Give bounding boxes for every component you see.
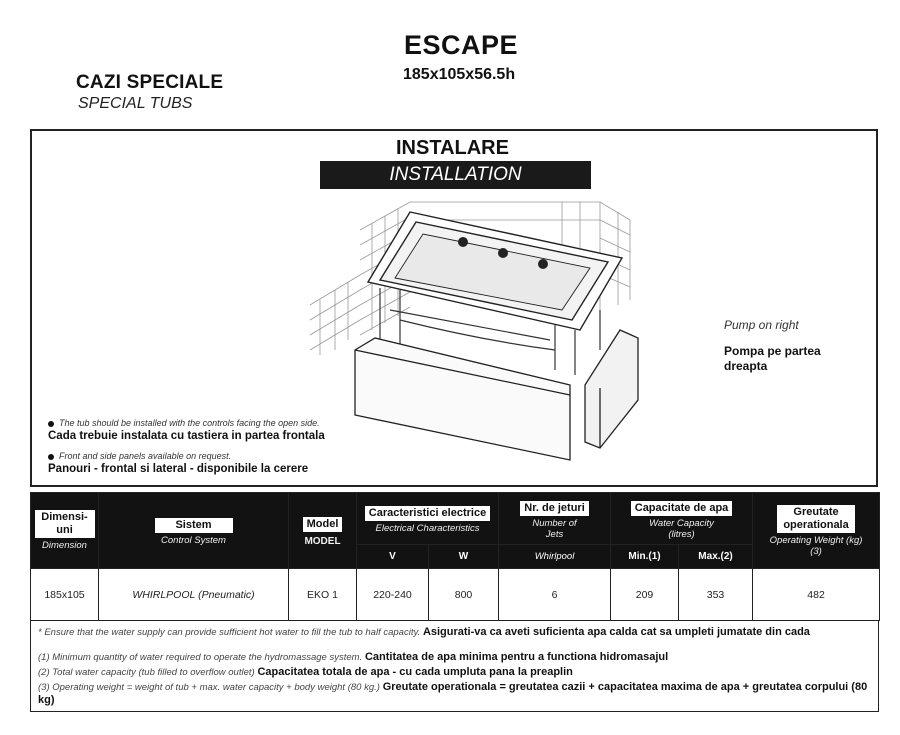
header-voltage: V bbox=[357, 545, 429, 569]
header-capacity-en: Water Capacity (litres) bbox=[649, 517, 714, 540]
header-jets-sub: Whirlpool bbox=[499, 545, 611, 569]
note-controls-ro: Cada trebuie instalata cu tastiera in partea frontala bbox=[48, 430, 325, 442]
model-name: ESCAPE bbox=[404, 30, 519, 60]
side-panel bbox=[585, 330, 638, 448]
header-system bbox=[99, 493, 289, 569]
header-watts: W bbox=[429, 545, 499, 569]
header-dimension-ro: Dimensi-uni bbox=[35, 510, 95, 538]
header-dimension bbox=[31, 493, 99, 569]
cell-model: EKO 1 bbox=[289, 569, 357, 621]
header-electrical-en: Electrical Characteristics bbox=[375, 523, 480, 534]
jet-icon bbox=[458, 237, 468, 247]
header-capacity-min: Min.(1) bbox=[611, 545, 679, 569]
footnote-hot-water bbox=[38, 626, 868, 639]
cell-dimension: 185x105 bbox=[31, 569, 99, 621]
note-controls-en bbox=[48, 418, 320, 428]
footnote-hot-water-ro: Asigurati-va ca aveti suficienta apa calda cat sa umpleti jumatate din cada bbox=[422, 626, 810, 638]
installation-title: INSTALARE bbox=[396, 137, 509, 159]
header-weight-ro: Greutate operationala bbox=[777, 505, 855, 533]
bullet-icon bbox=[48, 454, 54, 460]
header-jets-ro: Nr. de jeturi bbox=[520, 501, 589, 516]
header-jets bbox=[499, 493, 611, 545]
category-subtitle: SPECIAL TUBS bbox=[78, 95, 193, 112]
cell-jets: 6 bbox=[499, 569, 611, 621]
cell-capacity-max: 353 bbox=[679, 569, 753, 621]
header-dimension-en: Dimension bbox=[42, 540, 87, 551]
tub-installation-drawing bbox=[300, 190, 660, 470]
note-panels-en-text: Front and side panels available on request. bbox=[59, 451, 232, 461]
header-weight-en: Operating Weight (kg) (3) bbox=[769, 534, 863, 557]
note-controls-en-text: The tub should be installed with the controls facing the open side. bbox=[59, 418, 320, 428]
jet-icon bbox=[498, 248, 508, 258]
pump-note-ro: Pompa pe partea dreapta bbox=[724, 344, 821, 373]
header-model-en: MODEL bbox=[304, 535, 341, 547]
category-title: CAZI SPECIALE bbox=[76, 72, 224, 93]
spec-table bbox=[30, 492, 880, 621]
footnote-operating-weight bbox=[38, 681, 868, 707]
note-panels-ro: Panouri - frontal si lateral - disponibile la cerere bbox=[48, 463, 309, 475]
header-model-ro: Model bbox=[303, 517, 343, 532]
header-model bbox=[289, 493, 357, 569]
table-row bbox=[31, 569, 880, 621]
footnote-total-capacity-en: (2) Total water capacity (tub filled to overflow outlet) bbox=[38, 667, 255, 678]
cell-system: WHIRLPOOL (Pneumatic) bbox=[99, 569, 289, 621]
footnote-hot-water-en: * Ensure that the water supply can provide sufficient hot water to fill the tub to half capacity. bbox=[38, 627, 421, 638]
header-system-en: Control System bbox=[161, 535, 226, 546]
model-dimensions: 185x105x56.5h bbox=[403, 66, 516, 83]
footnote-min-water-en: (1) Minimum quantity of water required to operate the hydromassage system. bbox=[38, 652, 363, 663]
footnote-min-water-ro: Cantitatea de apa minima pentru a functiona hidromasajul bbox=[364, 651, 669, 663]
cell-voltage: 220-240 bbox=[357, 569, 429, 621]
footnote-total-capacity-ro: Capacitatea totala de apa - cu cada umpluta pana la preaplin bbox=[257, 666, 573, 678]
header-capacity-max: Max.(2) bbox=[679, 545, 753, 569]
bullet-icon bbox=[48, 421, 54, 427]
jet-icon bbox=[538, 259, 548, 269]
footnote-operating-weight-ro: Greutate operationala = greutatea cazii + capacitatea maxima de apa + greutatea corpului (80 kg) bbox=[38, 681, 868, 706]
tub-body bbox=[368, 212, 622, 330]
header-system-ro: Sistem bbox=[155, 518, 233, 533]
cell-watts: 800 bbox=[429, 569, 499, 621]
cell-weight: 482 bbox=[753, 569, 880, 621]
header-jets-en: Number of Jets bbox=[532, 517, 577, 540]
header-capacity bbox=[611, 493, 753, 545]
footnote-min-water bbox=[38, 651, 868, 664]
footnote-total-capacity bbox=[38, 666, 868, 679]
installation-subtitle-bar: INSTALLATION bbox=[320, 161, 591, 189]
header-weight bbox=[753, 493, 880, 569]
note-panels-en bbox=[48, 451, 231, 461]
footnote-operating-weight-en: (3) Operating weight = weight of tub + max. water capacity + body weight (80 kg.) bbox=[38, 682, 380, 693]
pump-note-en: Pump on right bbox=[724, 318, 799, 332]
header-electrical-ro: Caracteristici electrice bbox=[365, 506, 490, 521]
header-electrical bbox=[357, 493, 499, 545]
cell-capacity-min: 209 bbox=[611, 569, 679, 621]
front-panel bbox=[355, 338, 570, 460]
header-capacity-ro: Capacitate de apa bbox=[631, 501, 733, 516]
